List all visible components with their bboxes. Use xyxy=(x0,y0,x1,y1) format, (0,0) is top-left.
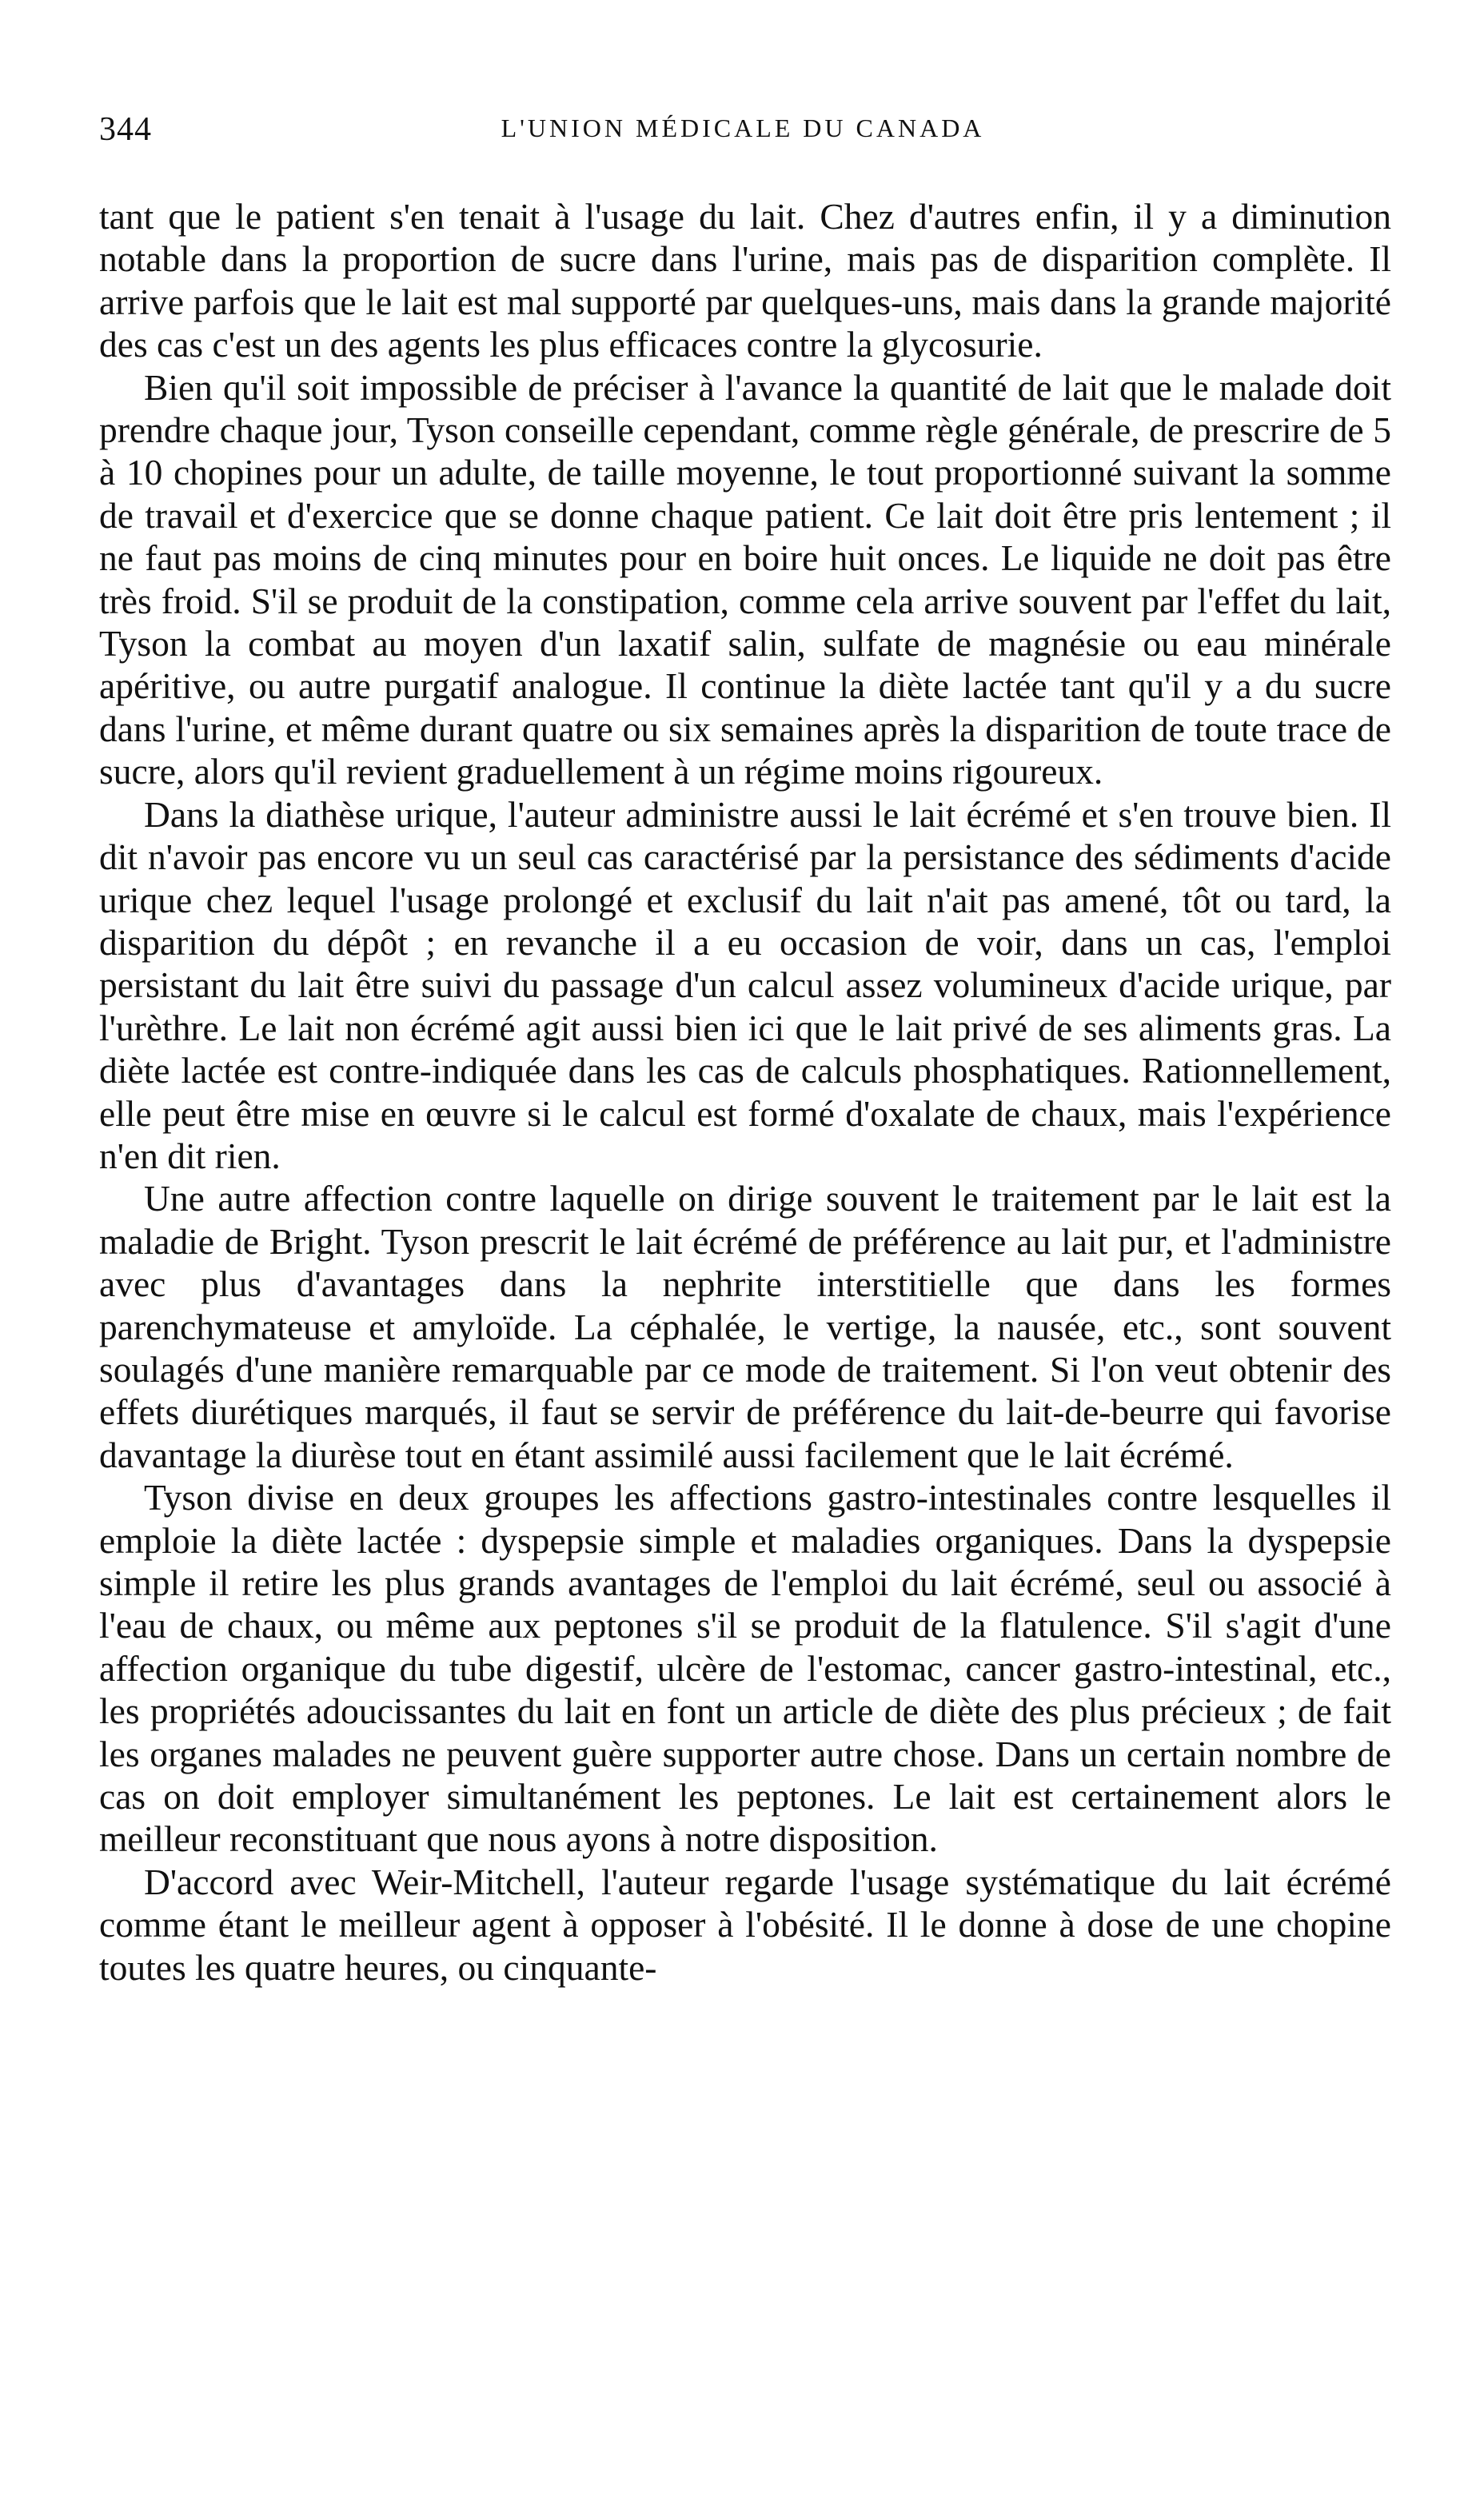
article-body xyxy=(99,195,1391,1989)
paragraph-milk-dosage: Bien qu'il soit impossible de préciser à l'avance la quantité de lait que le malade doit prendre chaque jour, Tyson conseille cependant, comme règle générale, de prescrire de 5 à 10 chopines pour un adulte, de taille moyenne, le tout proportionné suivant la somme de travail et d'exercice que se donne chaque patient. Ce lait doit être pris lentement ; il ne faut pas moins de cinq minutes pour en boire huit onces. Le liquide ne doit pas être très froid. S'il se produit de la constipation, comme cela arrive souvent par l'effet du lait, Tyson la combat au moyen d'un laxatif salin, sulfate de magnésie ou eau minérale apéritive, ou autre purgatif analogue. Il continue la diète lactée tant qu'il y a du sucre dans l'urine, et même durant quatre ou six semaines après la disparition de toute trace de sucre, alors qu'il revient graduellement à un régime moins rigoureux. xyxy=(99,366,1391,792)
paragraph-gastro-intestinal: Tyson divise en deux groupes les affections gastro-intestinales contre lesquelles il emploie la diète lactée : dyspepsie simple et maladies organiques. Dans la dyspepsie simple il retire les plus grands avantages de l'emploi du lait écrémé, seul ou associé à l'eau de chaux, ou même aux peptones s'il se produit de la flatulence. S'il s'agit d'une affection organique du tube digestif, ulcère de l'estomac, cancer gastro-intestinal, etc., les propriétés adoucissantes du lait en font un article de diète des plus précieux ; de fait les organes malades ne peuvent guère supporter autre chose. Dans un certain nombre de cas on doit employer simultanément les peptones. Le lait est certainement alors le meilleur reconstituant que nous ayons à notre disposition. xyxy=(99,1477,1391,1860)
paragraph-obesity: D'accord avec Weir-Mitchell, l'auteur regarde l'usage systématique du lait écrémé comme étant le meilleur agent à opposer à l'obésité. Il le donne à dose de une chopine toutes les quatre heures, ou cinquante- xyxy=(99,1861,1391,1988)
journal-title: L'UNION MÉDICALE DU CANADA xyxy=(501,114,985,142)
paragraph-continuation: tant que le patient s'en tenait à l'usage du lait. Chez d'autres enfin, il y a diminution notable dans la proportion de sucre dans l'urine, mais pas de disparition complète. Il arrive parfois que le lait est mal supporté par quelques-uns, mais dans la grande majorité des cas c'est un des agents les plus efficaces contre la glycosurie. xyxy=(99,196,1391,365)
paragraph-bright-disease: Une autre affection contre laquelle on dirige souvent le traitement par le lait est la maladie de Bright. Tyson prescrit le lait écrémé de préférence au lait pur, et l'administre avec plus d'avantages dans la nephrite interstitielle que dans les formes parenchymateuse et amyloïde. La céphalée, le vertige, la nausée, etc., sont souvent soulagés d'une manière remarquable par ce mode de traitement. Si l'on veut obtenir des effets diurétiques marqués, il faut se servir de préférence du lait-de-beurre qui favorise davantage la diurèse tout en étant assimilé aussi facilement que le lait écrémé. xyxy=(99,1178,1391,1475)
page-number: 344 xyxy=(99,111,152,148)
paragraph-uric-diathesis: Dans la diathèse urique, l'auteur administre aussi le lait écrémé et s'en trouve bien. Il dit n'avoir pas encore vu un seul cas caractérisé par la persistance des sédiments d'acide urique chez lequel l'usage prolongé et exclusif du lait n'ait pas amené, tôt ou tard, la disparition du dépôt ; en revanche il a eu occasion de voir, dans un cas, l'emploi persistant du lait être suivi du passage d'un calcul assez volumineux d'acide urique, par l'urèthre. Le lait non écrémé agit aussi bien ici que le lait privé de ses aliments gras. La diète lactée est contre-indiquée dans les cas de calculs phosphatiques. Rationnellement, elle peut être mise en œuvre si le calcul est formé d'oxalate de chaux, mais l'expérience n'en dit rien. xyxy=(99,793,1391,1176)
running-header xyxy=(99,110,1386,158)
